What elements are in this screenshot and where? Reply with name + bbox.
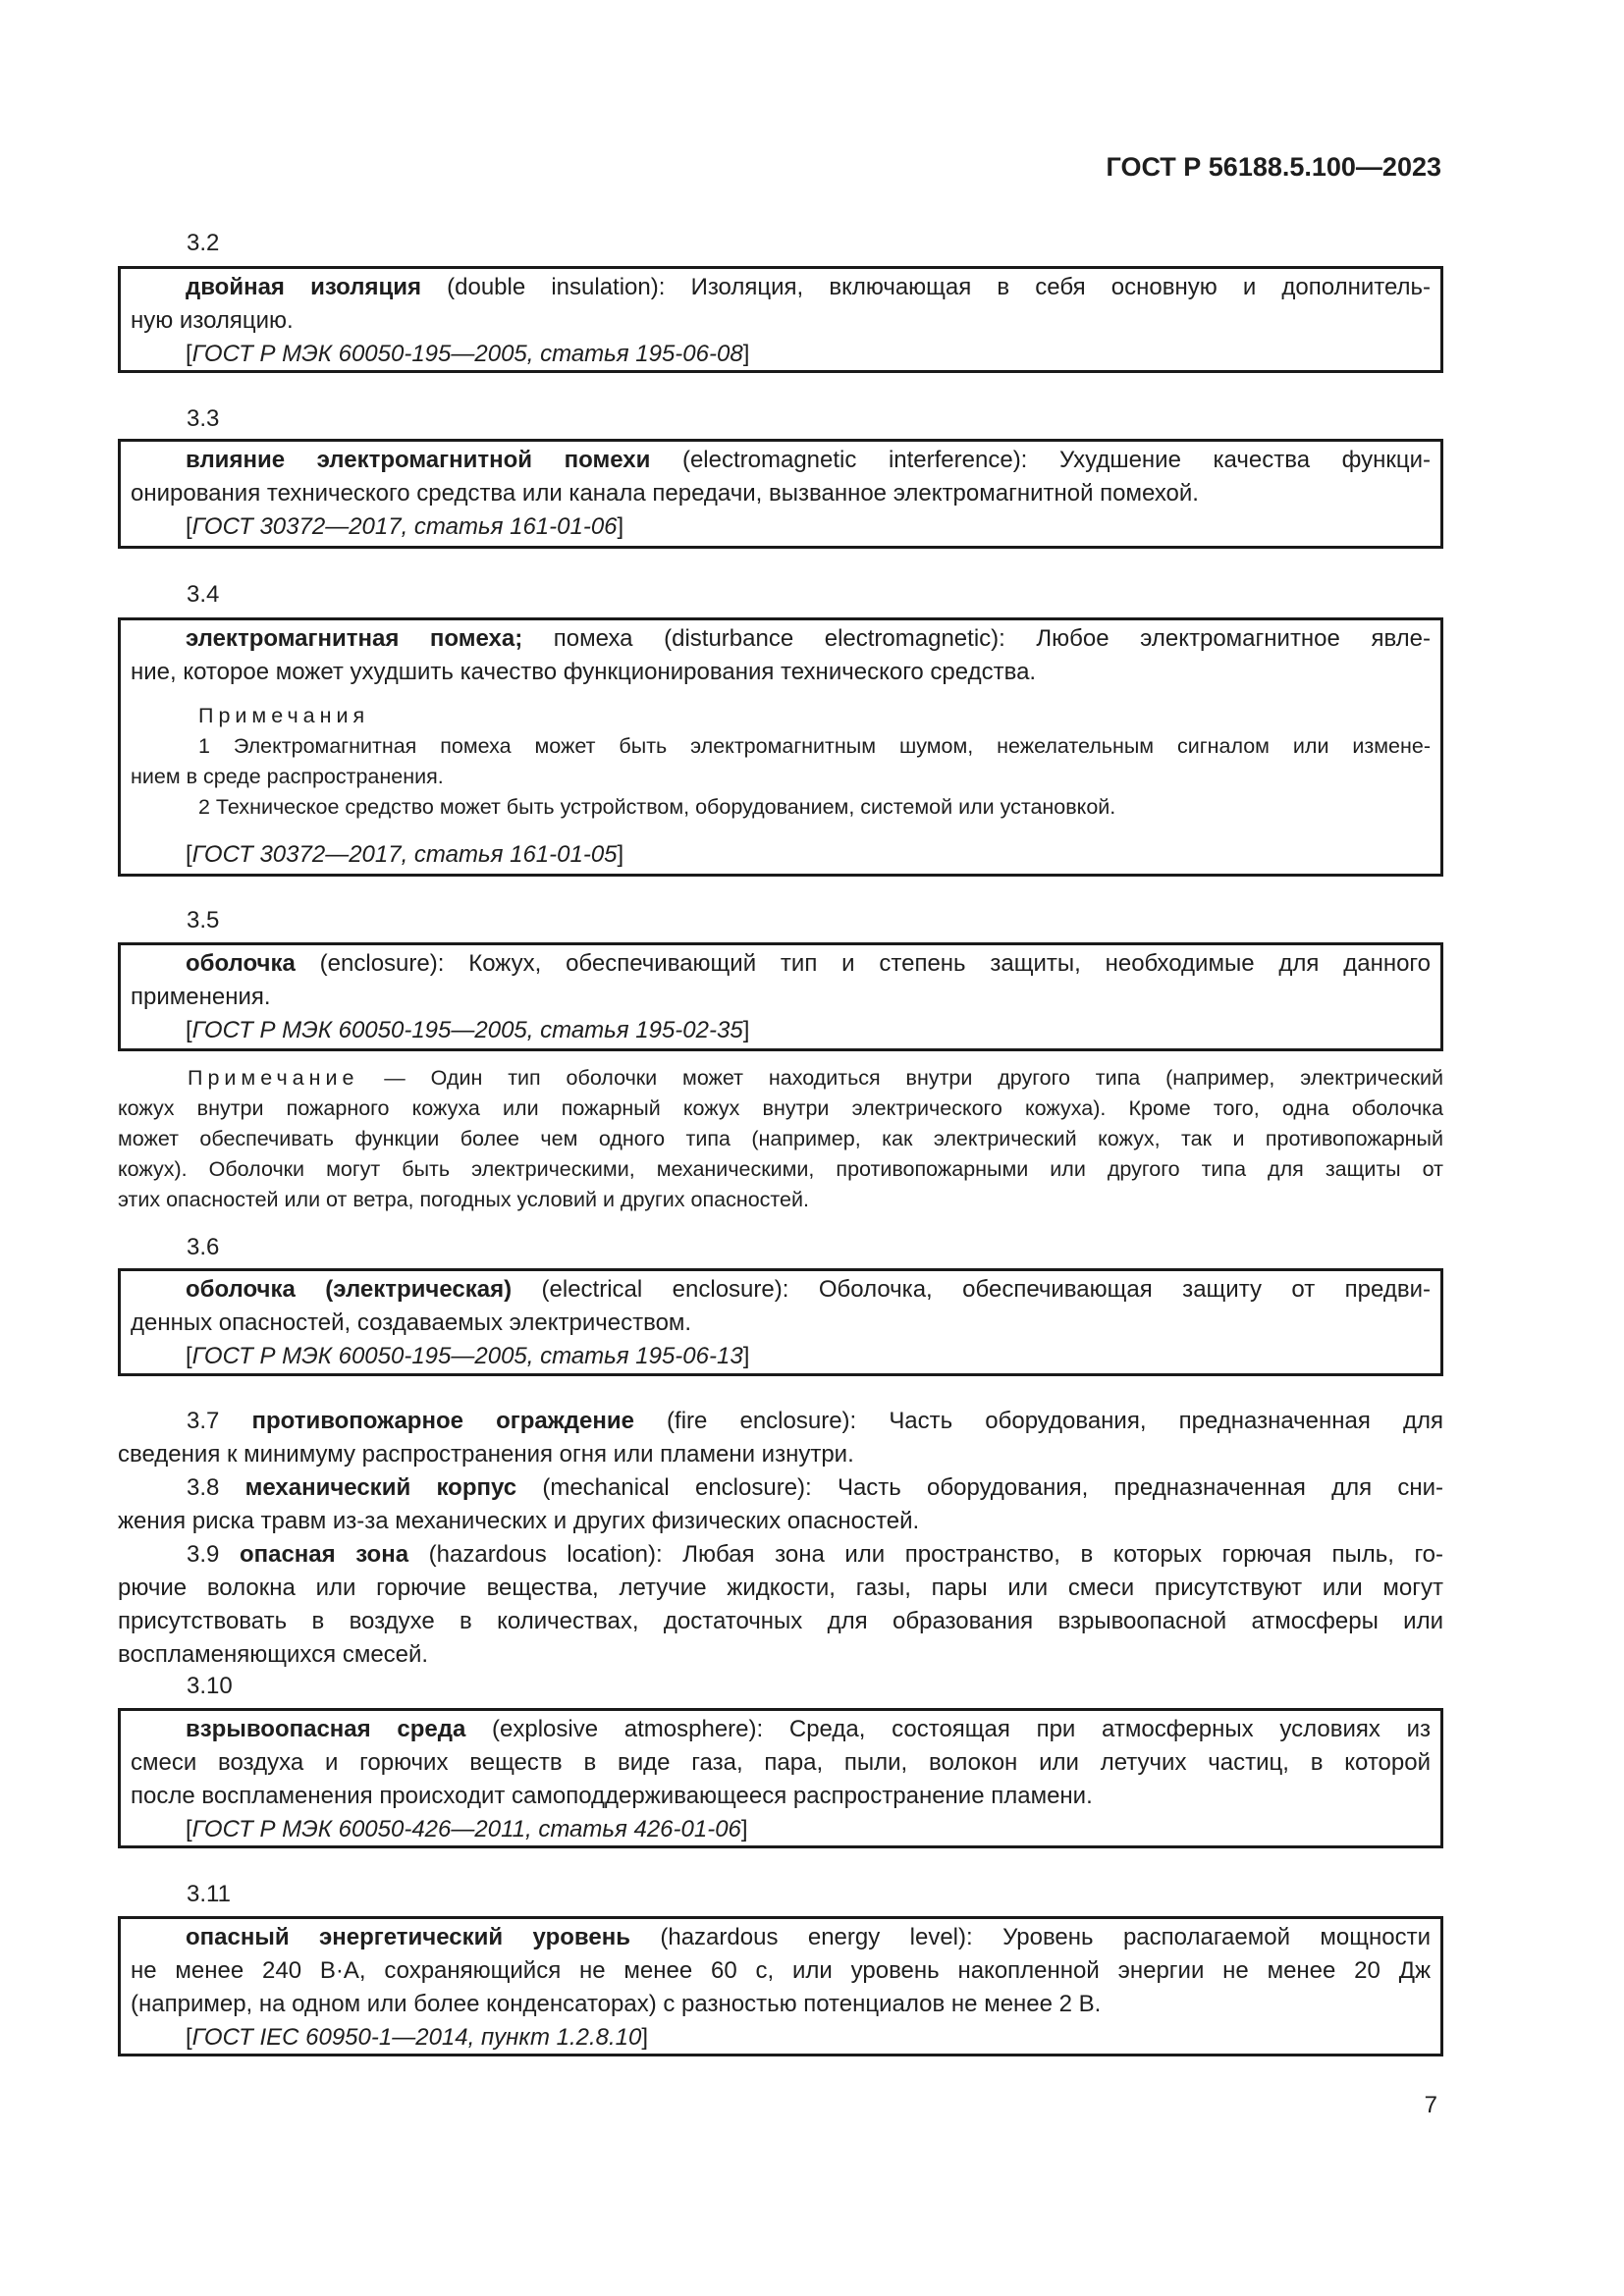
inline-terms — [118, 1405, 1443, 1672]
term-title: электромагнитная помеха; — [186, 625, 523, 652]
definition-line: денных опасностей, создаваемых электричеством. — [131, 1309, 692, 1336]
term-source — [131, 1340, 1431, 1373]
definition-line: присутствовать в воздухе в количествах, достаточных для образования взрывоопасной атмосферы или — [118, 1608, 1443, 1634]
term-box-3-5 — [118, 942, 1443, 1051]
definition-line — [131, 444, 1431, 477]
definition-line — [131, 947, 1431, 981]
source-reference: [ ГОСТ 30372—2017, статья 161-01-06 ] — [186, 513, 623, 540]
definition-text: (mechanical enclosure): Часть оборудования, предназначенная для сни- — [516, 1474, 1443, 1501]
definition-line: после воспламенения происходит самоподдерживающееся распространение пламени. — [131, 1783, 1093, 1809]
definition-line: сведения к минимуму распространения огня или пламени изнутри. — [118, 1441, 854, 1468]
notes-title: Примечания — [198, 704, 370, 727]
term-number: 3.8 — [187, 1474, 220, 1501]
term-box-3-11 — [118, 1916, 1443, 2056]
definition-line — [131, 622, 1431, 656]
definition-text: (electrical enclosure): Оболочка, обеспечивающая защиту от предви- — [512, 1276, 1431, 1303]
term-source — [131, 510, 1431, 544]
term-box-3-6 — [118, 1268, 1443, 1376]
definition-text: (explosive atmosphere): Среда, состоящая при атмосферных условиях из — [465, 1716, 1431, 1742]
term-source — [131, 2021, 1431, 2055]
source-reference: [ ГОСТ IEC 60950-1—2014, пункт 1.2.8.10 ] — [186, 2024, 648, 2051]
term-number: 3.10 — [187, 1673, 233, 1699]
note-line: 2 Техническое средство может быть устройством, оборудованием, системой или установкой. — [198, 795, 1116, 819]
term-number: 3.4 — [187, 581, 220, 608]
source-reference: [ ГОСТ Р МЭК 60050-426—2011, статья 426-01-06 ] — [186, 1816, 748, 1842]
term-number: 3.3 — [187, 405, 220, 432]
source-reference: [ ГОСТ Р МЭК 60050-195—2005, статья 195-06-08 ] — [186, 341, 749, 367]
term-title: двойная изоляция — [186, 274, 421, 300]
term-title: оболочка (электрическая) — [186, 1276, 513, 1303]
term-title: противопожарное ограждение — [251, 1408, 634, 1434]
note-line: 1 Электромагнитная помеха может быть электромагнитным шумом, нежелательным сигналом или измене- — [198, 734, 1431, 758]
source-reference: [ ГОСТ Р МЭК 60050-195—2005, статья 195-02-35 ] — [186, 1017, 749, 1043]
source-reference: [ ГОСТ 30372—2017, статья 161-01-05 ] — [186, 841, 623, 868]
source-reference: [ ГОСТ Р МЭК 60050-195—2005, статья 195-06-13 ] — [186, 1343, 749, 1369]
definition-line: применения. — [131, 984, 271, 1010]
document-id-header: ГОСТ Р 56188.5.100—2023 — [1106, 152, 1441, 182]
definition-line — [131, 1921, 1431, 1954]
note-line: может обеспечивать функции более чем одного типа (например, как электрический кожух, так и противопожарный — [118, 1127, 1443, 1150]
definition-line: онирования технического средства или канала передачи, вызванное электромагнитной помехой. — [131, 480, 1199, 507]
term-title: оболочка — [186, 950, 296, 977]
term-source — [131, 338, 1431, 371]
definition-line: (например, на одном или более конденсаторах) с разностью потенциалов не менее 2 В. — [131, 1991, 1102, 2017]
term-box-3-2 — [118, 266, 1443, 373]
term-box-3-3 — [118, 439, 1443, 549]
note-title: Примечание — [188, 1066, 359, 1090]
definition-line: жения риска травм из-за механических и других физических опасностей. — [118, 1508, 920, 1534]
term-source — [131, 1813, 1431, 1846]
term-title: взрывоопасная среда — [186, 1716, 466, 1742]
note-line: этих опасностей или от ветра, погодных условий и других опасностей. — [118, 1188, 809, 1211]
definition-text: (enclosure): Кожух, обеспечивающий тип и степень защиты, необходимые для данного — [295, 950, 1431, 977]
term-number: 3.6 — [187, 1234, 220, 1260]
definition-line — [131, 1713, 1431, 1746]
term-title: опасный энергетический уровень — [186, 1924, 630, 1950]
term-number: 3.2 — [187, 230, 220, 256]
definition-line — [118, 1405, 1443, 1438]
definition-line: рючие волокна или горючие вещества, летучие жидкости, газы, пары или смеси присутствуют или могут — [118, 1575, 1443, 1601]
definition-text: помеха (disturbance electromagnetic): Любое электромагнитное явле- — [522, 625, 1431, 652]
term-title: влияние электромагнитной помехи — [186, 447, 651, 473]
term-number: 3.7 — [187, 1408, 220, 1434]
note-line — [118, 1063, 1443, 1094]
notes-block — [131, 701, 1431, 823]
definition-text: (hazardous energy level): Уровень располагаемой мощности — [629, 1924, 1432, 1950]
term-number: 3.9 — [187, 1541, 220, 1568]
note-line: кожух). Оболочки могут быть электрическими, механическими, противопожарными или другого типа для защиты от — [118, 1157, 1443, 1181]
definition-line: смеси воздуха и горючих веществ в виде газа, пара, пыли, волокон или летучих частиц, в которой — [131, 1749, 1431, 1776]
definition-line: воспламеняющихся смесей. — [118, 1641, 429, 1668]
term-number: 3.11 — [187, 1881, 231, 1907]
definition-line: ную изоляцию. — [131, 307, 294, 334]
note-text: — Один тип оболочки может находиться внутри другого типа (например, электрический — [358, 1066, 1443, 1090]
term-box-3-4 — [118, 617, 1443, 877]
definition-text: (fire enclosure): Часть оборудования, предназначенная для — [633, 1408, 1443, 1434]
definition-line: ние, которое может ухудшить качество функционирования технического средства. — [131, 659, 1037, 685]
note-line: кожух внутри пожарного кожуха или пожарный кожух внутри электрического кожуха). Кроме того, одна оболочка — [118, 1096, 1443, 1120]
definition-line — [118, 1471, 1443, 1505]
term-title: механический корпус — [244, 1474, 517, 1501]
term-source — [131, 1014, 1431, 1047]
definition-line — [118, 1538, 1443, 1572]
note-line: нием в среде распространения. — [131, 765, 444, 788]
definition-text: (electromagnetic interference): Ухудшение качества функци- — [650, 447, 1432, 473]
definition-text: (double insulation): Изоляция, включающая в себя основную и дополнитель- — [421, 274, 1432, 300]
term-title: опасная зона — [239, 1541, 409, 1568]
note-3-5 — [118, 1063, 1443, 1215]
definition-line: не менее 240 В·А, сохраняющийся не менее 60 с, или уровень накопленной энергии не менее 20 Дж — [131, 1957, 1431, 1984]
term-number: 3.5 — [187, 907, 220, 934]
definition-line — [131, 1273, 1431, 1307]
definition-line — [131, 271, 1431, 304]
page-number: 7 — [1424, 2092, 1437, 2118]
term-box-3-10 — [118, 1708, 1443, 1848]
term-source — [131, 838, 1431, 872]
definition-text: (hazardous location): Любая зона или пространство, в которых горючая пыль, го- — [408, 1541, 1444, 1568]
